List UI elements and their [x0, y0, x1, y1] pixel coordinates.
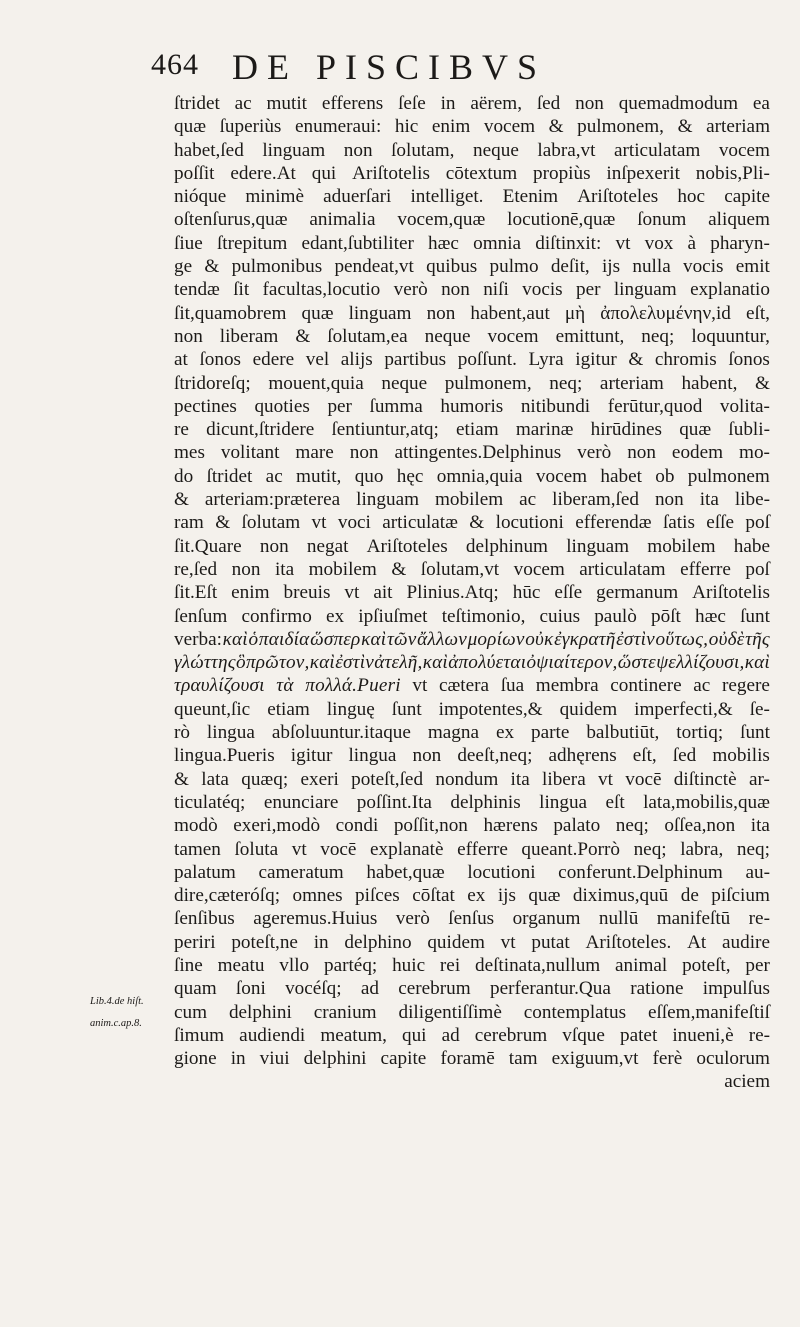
text-line: ſenſibus ageremus.Huius verò ſenſus organum nullū manifeſtū re-: [174, 908, 770, 930]
text-line: ſimum audiendi meatum, qui ad cerebrum vſque patet inueni,è re-: [174, 1024, 770, 1046]
text-line: lingua.Pueris igitur lingua non deeſt,neq; adhęrens eſt, ſed mobilis: [174, 745, 770, 767]
text-line: periri poteſt,ne in delphino quidem vt putat Ariſtoteles. At audire: [174, 931, 770, 953]
text-line: ſenſum confirmo ex ipſiuſmet teſtimonio, cuius paulò pōſt hæc ſunt: [174, 605, 770, 627]
text-line: cum delphini cranium diligentiſſimè contemplatus eſſem,manifeſtiſ: [174, 1001, 770, 1023]
marginal-note-line: anim.c.ap.8.: [90, 1018, 142, 1029]
text-line: oſtenſurus,quæ animalia vocem,quæ locutionē,quæ ſonum aliquem: [174, 209, 770, 231]
text-line: poſſit edere.At qui Ariſtotelis cōtextum propiùs inſpexerit nobis,Pli-: [174, 162, 770, 184]
text-line: ſtridoreſq; mouent,quia neque pulmonem, neq; arteriam habent, &: [174, 372, 770, 394]
text-line: rò lingua abſoluuntur.itaque magna ex parte balbutiūt, tortiq; ſunt: [174, 722, 770, 744]
text-block: [174, 92, 770, 1094]
text-line: & lata quæq; exeri poteſt,ſed nondum ita libera vt vocē diſtinctè ar-: [174, 768, 770, 790]
page-number: 464: [151, 48, 199, 81]
text-line: ge & pulmonibus pendeat,vt quibus pulmo deſit, ijs nulla vocis emit: [174, 256, 770, 278]
text-line: do ſtridet ac mutit, quo hęc omnia,quia vocem habet ob pulmonem: [174, 465, 770, 487]
marginal-note-line: Lib.4.de hiſt.: [90, 996, 144, 1007]
text-line: γλώττης ὃ πρῶτον, καὶ ἐστὶν ἀτελῆ, καὶ ἀπολύεται ὀψιαίτερον, ὥστε ψελλίζουσι, καὶ: [174, 652, 770, 674]
text-line: ſit,quamobrem quæ linguam non habent,aut μὴ ἀπολελυμένην,id eſt,: [174, 302, 770, 324]
text-line: quæ ſuperiùs enumeraui: hic enim vocem & pulmonem, & arteriam: [174, 116, 770, 138]
text-line: nióque minimè aduerſari intelliget. Etenim Ariſtoteles hoc capite: [174, 186, 770, 208]
text-line: τραυλίζουσι τὰ πολλά.Pueri vt cætera ſua membra continere ac regere: [174, 675, 770, 697]
text-line: gione in viui delphini capite foramē tam exiguum,vt ferè oculorum: [174, 1048, 770, 1070]
text-line: modò exeri,modò condi poſſit,non hærens palato neq; oſſea,non ita: [174, 815, 770, 837]
text-line: ſit.Eſt enim breuis vt ait Plinius.Atq; hūc eſſe germanum Ariſtotelis: [174, 582, 770, 604]
text-line: tendæ ſit facultas,locutio verò non niſi vocis per linguam explanatio: [174, 279, 770, 301]
text-line: & arteriam:præterea linguam mobilem ac liberam,ſed non ita libe-: [174, 489, 770, 511]
text-line: verba: καὶ ὁ παιδία ὥσπερ καὶ τῶν ἄλλων μορίων οὐκ ἐγκρατῆ ἐστὶν οὕτως, οὐδὲ τῆς: [174, 628, 770, 650]
text-line: ſit.Quare non negat Ariſtoteles delphinum linguam mobilem habe: [174, 535, 770, 557]
text-line: ſiue ſtrepitum edant,ſubtiliter hæc omnia diſtinxit: vt vox à pharyn-: [174, 232, 770, 254]
text-line: dire,cæteróſq; omnes piſces cōſtat ex ijs quæ diximus,quū de piſcium: [174, 885, 770, 907]
marginal-note: [90, 991, 170, 1035]
text-line: ticulatéq; enunciare poſſint.Ita delphinis lingua eſt lata,mobilis,quæ: [174, 791, 770, 813]
text-line: quam ſoni vocéſq; ad cerebrum perferantur.Qua ratione impulſus: [174, 978, 770, 1000]
text-line: non liberam & ſolutam,ea neque vocem emittunt, neq; loquuntur,: [174, 325, 770, 347]
text-line: re dicunt,ſtridere ſentiuntur,atq; etiam marinæ hirūdines quæ ſubli-: [174, 419, 770, 441]
text-line: aciem: [724, 1071, 770, 1093]
text-line: mes volitant mare non attingentes.Delphinus verò non eodem mo-: [174, 442, 770, 464]
text-line: pectines quoties per ſumma humoris nitibundi ferūtur,quod volita-: [174, 395, 770, 417]
text-line: habet,ſed linguam non ſolutam, neque labra,vt articulatam vocem: [174, 139, 770, 161]
text-line: queunt,ſic etiam linguę ſunt impotentes,& quidem imperfecti,& ſe-: [174, 698, 770, 720]
text-line: ſtridet ac mutit efferens ſeſe in aërem, ſed non quemadmodum ea: [174, 93, 770, 114]
text-line: ſine meatu vllo partéq; huic rei deſtinata,nullum animal poteſt, per: [174, 954, 770, 976]
text-line: palatum cameratum habet,quæ locutioni conferunt.Delphinum au-: [174, 861, 770, 883]
text-line: ram & ſolutam vt voci articulatæ & locutioni efferendæ ſatis eſſe poſ: [174, 512, 770, 534]
text-line: re,ſed non ita mobilem & ſolutam,vt vocem articulatam efferre poſ: [174, 558, 770, 580]
running-head: DE PISCIBVS: [232, 47, 547, 87]
text-line: tamen ſoluta vt vocē explanatè efferre queant.Porrò neq; labra, neq;: [174, 838, 770, 860]
text-line: at ſonos edere vel alijs partibus poſſunt. Lyra igitur & chromis ſonos: [174, 349, 770, 371]
